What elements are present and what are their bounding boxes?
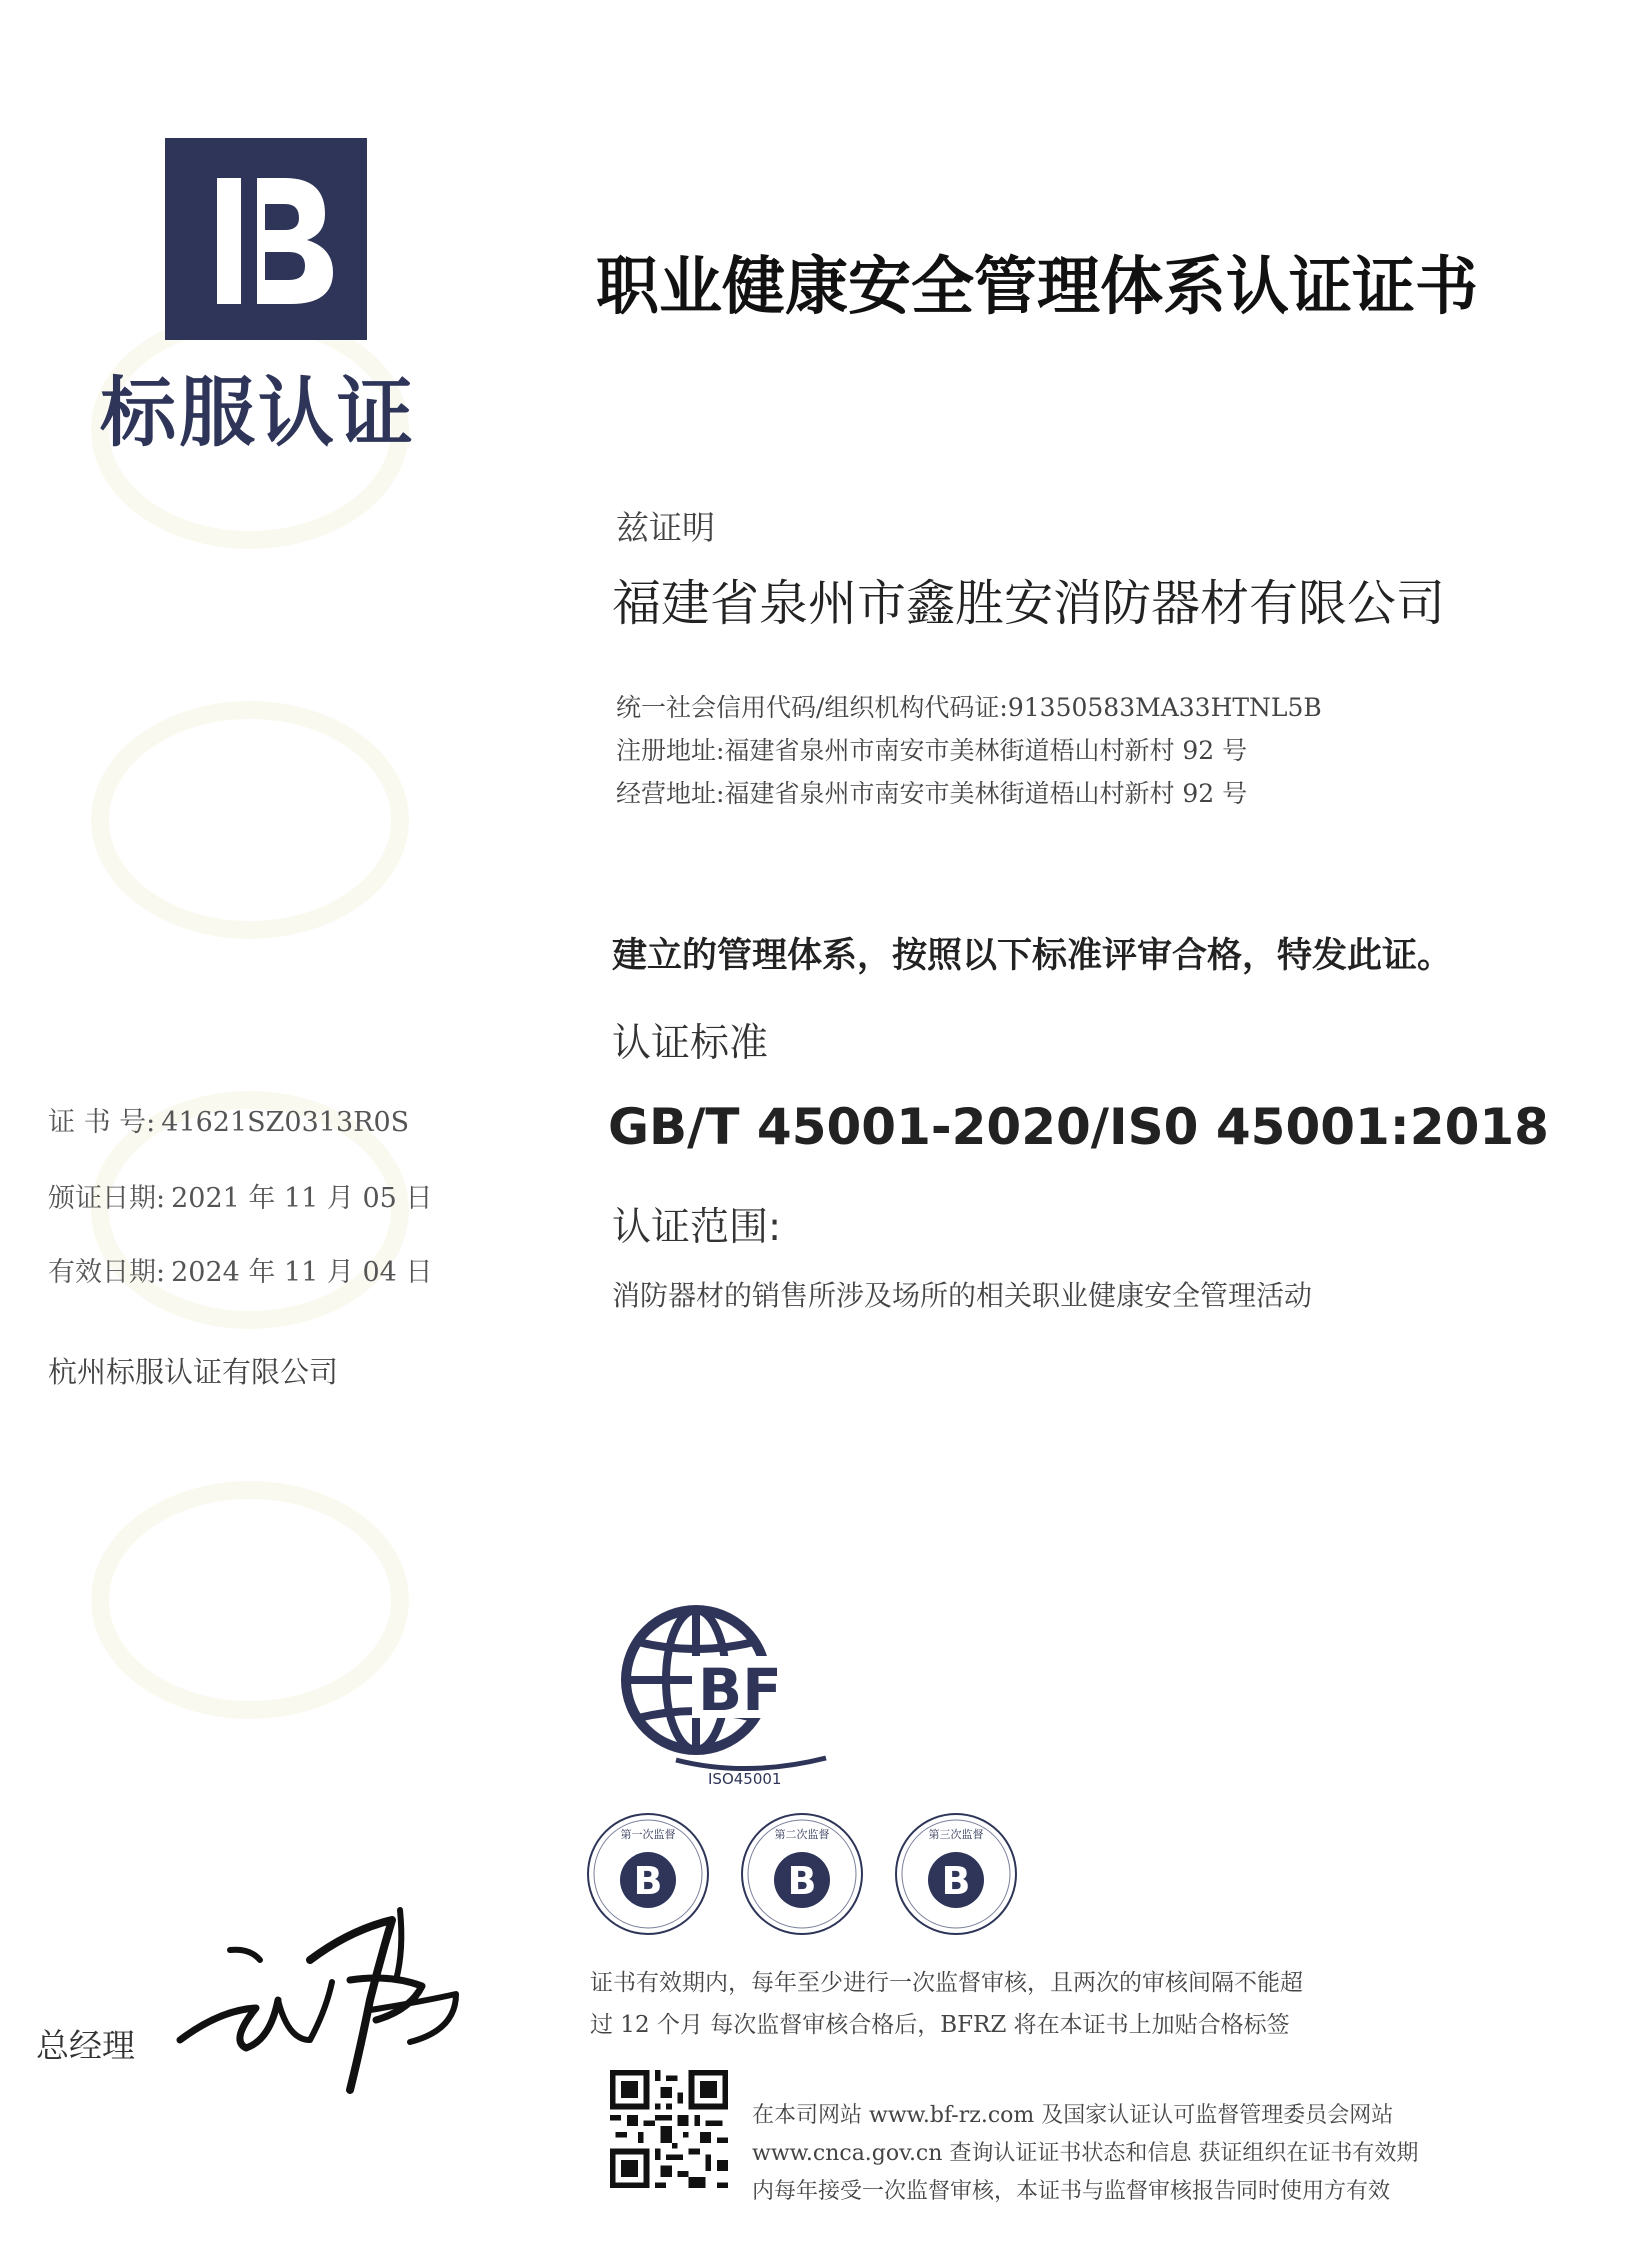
general-manager-signature	[160, 1890, 480, 2100]
company-name: 福建省泉州市鑫胜安消防器材有限公司	[612, 575, 1446, 632]
first-supervision-seal	[586, 1812, 710, 1936]
hereby-text: 兹证明	[616, 508, 715, 547]
seal-letter-icon: B	[941, 1859, 971, 1903]
valid-date	[48, 1250, 432, 1289]
business-address-value: 福建省泉州市南安市美林街道梧山村新村 92 号	[724, 779, 1248, 808]
issue-date-label: 颁证日期:	[48, 1183, 166, 1214]
second-supervision-seal	[740, 1812, 864, 1936]
credit-code-line	[616, 688, 1322, 724]
valid-date-label: 有效日期:	[48, 1257, 166, 1288]
bf-logo-caption: ISO45001	[708, 1770, 782, 1788]
standard-value: GB/T 45001-2020/IS0 45001:2018	[608, 1098, 1549, 1156]
seal-letter-icon: B	[787, 1859, 817, 1903]
supervision-notice-line-1: 证书有效期内，每年至少进行一次监督审核，且两次的审核间隔不能超	[590, 1970, 1303, 1996]
issue-date-value: 2021 年 11 月 05 日	[171, 1183, 433, 1214]
issue-date	[48, 1176, 432, 1215]
certificate-number-label: 证 书 号:	[48, 1107, 156, 1138]
credit-code-value: 91350583MA33HTNL5B	[1007, 693, 1322, 722]
business-address-label: 经营地址:	[616, 779, 725, 808]
credit-code-label: 统一社会信用代码/组织机构代码证:	[616, 693, 1008, 722]
issuer-name: 杭州标服认证有限公司	[48, 1355, 339, 1389]
valid-date-value: 2024 年 11 月 04 日	[171, 1257, 433, 1288]
seal-letter-icon: B	[633, 1859, 663, 1903]
certification-statement: 建立的管理体系，按照以下标准评审合格，特发此证。	[612, 936, 1453, 976]
brand-name: 标服认证	[100, 368, 416, 457]
brand-logo	[165, 138, 367, 340]
standard-label: 认证标准	[612, 1021, 769, 1066]
seal-label: 第三次监督	[928, 1828, 984, 1841]
third-supervision-seal	[894, 1812, 1018, 1936]
website-info-line-1: 在本司网站 www.bf-rz.com 及国家认证认可监督管理委员会网站	[752, 2103, 1394, 2128]
website-info-line-3: 内每年接受一次监督审核，本证书与监督审核报告同时使用方有效	[752, 2179, 1391, 2204]
registered-address-line	[616, 731, 1247, 767]
website-info-line-2: www.cnca.gov.cn 查询认证证书状态和信息 获证组织在证书有效期	[752, 2141, 1419, 2166]
bf-logo-text: BF	[698, 1656, 782, 1724]
seal-label: 第一次监督	[620, 1828, 676, 1841]
registered-address-value: 福建省泉州市南安市美林街道梧山村新村 92 号	[724, 736, 1248, 765]
certificate-number-value: 41621SZ0313R0S	[161, 1107, 410, 1138]
brand-b-icon	[165, 138, 367, 340]
business-address-line	[616, 774, 1247, 810]
bf-globe-logo	[596, 1600, 836, 1790]
seal-label: 第二次监督	[774, 1828, 830, 1841]
certificate-number	[48, 1100, 409, 1139]
qr-code[interactable]	[610, 2070, 728, 2188]
supervision-notice-line-2: 过 12 个月 每次监督审核合格后，BFRZ 将在本证书上加贴合格标签	[590, 2012, 1290, 2038]
general-manager-label: 总经理	[36, 2026, 135, 2065]
certificate-title: 职业健康安全管理体系认证证书	[596, 250, 1478, 323]
registered-address-label: 注册地址:	[616, 736, 725, 765]
scope-value: 消防器材的销售所涉及场所的相关职业健康安全管理活动	[612, 1279, 1313, 1312]
scope-label: 认证范围:	[612, 1205, 782, 1250]
